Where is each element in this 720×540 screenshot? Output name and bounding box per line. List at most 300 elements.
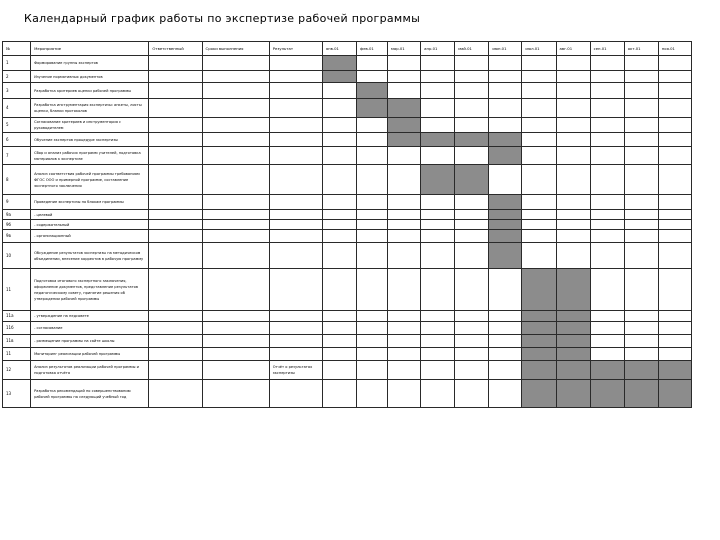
schedule-cell <box>421 335 455 348</box>
schedule-cell <box>522 230 556 243</box>
schedule-cell <box>421 243 455 269</box>
schedule-cell <box>388 165 421 195</box>
schedule-cell <box>388 210 421 220</box>
column-header: ноя.01 <box>658 42 691 56</box>
term-cell <box>202 118 269 133</box>
schedule-cell <box>624 118 658 133</box>
schedule-cell <box>624 83 658 99</box>
schedule-cell-filled <box>489 195 522 210</box>
schedule-cell <box>624 220 658 230</box>
table-row <box>3 83 692 99</box>
schedule-cell-filled <box>455 133 489 147</box>
schedule-cell <box>388 195 421 210</box>
schedule-cell <box>322 133 356 147</box>
schedule-cell <box>522 165 556 195</box>
schedule-cell <box>388 220 421 230</box>
table-row <box>3 99 692 118</box>
schedule-cell-filled <box>658 380 691 408</box>
result-cell <box>269 335 322 348</box>
schedule-cell <box>388 311 421 322</box>
schedule-cell-filled <box>522 335 556 348</box>
schedule-cell-filled <box>624 361 658 380</box>
schedule-cell <box>356 243 387 269</box>
schedule-cell-filled <box>322 56 356 71</box>
responsible-cell <box>149 220 202 230</box>
schedule-cell <box>624 133 658 147</box>
schedule-cell <box>658 269 691 311</box>
table-row <box>3 165 692 195</box>
column-header: авг.01 <box>556 42 590 56</box>
schedule-cell <box>590 230 624 243</box>
schedule-cell <box>421 99 455 118</box>
term-cell <box>202 133 269 147</box>
schedule-cell <box>590 269 624 311</box>
schedule-cell <box>421 118 455 133</box>
schedule-cell-filled <box>388 118 421 133</box>
schedule-cell-filled <box>322 71 356 83</box>
table-row <box>3 335 692 348</box>
schedule-cell <box>388 230 421 243</box>
schedule-cell-filled <box>489 220 522 230</box>
schedule-cell <box>489 311 522 322</box>
table-row <box>3 147 692 165</box>
responsible-cell <box>149 83 202 99</box>
schedule-cell <box>624 348 658 361</box>
schedule-cell-filled <box>388 133 421 147</box>
schedule-cell <box>455 220 489 230</box>
schedule-cell <box>556 230 590 243</box>
schedule-cell-filled <box>489 133 522 147</box>
term-cell <box>202 230 269 243</box>
schedule-cell-filled <box>556 269 590 311</box>
schedule-cell <box>455 322 489 335</box>
schedule-cell <box>356 335 387 348</box>
result-cell <box>269 230 322 243</box>
schedule-cell <box>658 243 691 269</box>
row-number: 11 <box>3 269 31 311</box>
schedule-cell <box>522 133 556 147</box>
schedule-cell <box>388 243 421 269</box>
schedule-cell <box>455 243 489 269</box>
schedule-cell <box>455 71 489 83</box>
schedule-cell <box>421 83 455 99</box>
schedule-cell-filled <box>556 380 590 408</box>
schedule-cell <box>388 322 421 335</box>
responsible-cell <box>149 311 202 322</box>
schedule-cell <box>388 147 421 165</box>
task-cell: Проведение экспертизы по блокам программы <box>31 195 149 210</box>
schedule-cell <box>388 83 421 99</box>
responsible-cell <box>149 230 202 243</box>
task-cell: - утверждение на педсовете <box>31 311 149 322</box>
row-number: 13 <box>3 380 31 408</box>
schedule-cell <box>421 56 455 71</box>
schedule-cell <box>624 99 658 118</box>
column-header: мар.01 <box>388 42 421 56</box>
row-number: 9а <box>3 210 31 220</box>
schedule-cell <box>590 195 624 210</box>
term-cell <box>202 56 269 71</box>
schedule-cell <box>590 220 624 230</box>
task-cell: Обсуждение результатов экспертизы на методическом объединении, внесение корректив в рабочую программу <box>31 243 149 269</box>
table-row <box>3 311 692 322</box>
schedule-cell <box>556 147 590 165</box>
schedule-cell <box>658 165 691 195</box>
schedule-cell <box>658 322 691 335</box>
schedule-cell <box>421 210 455 220</box>
schedule-cell-filled <box>522 311 556 322</box>
schedule-cell <box>322 348 356 361</box>
term-cell <box>202 335 269 348</box>
schedule-cell <box>658 147 691 165</box>
schedule-cell-filled <box>388 99 421 118</box>
schedule-cell <box>556 165 590 195</box>
schedule-cell <box>421 361 455 380</box>
schedule-cell <box>658 230 691 243</box>
schedule-cell <box>658 56 691 71</box>
term-cell <box>202 311 269 322</box>
schedule-cell-filled <box>522 380 556 408</box>
table-row <box>3 380 692 408</box>
responsible-cell <box>149 118 202 133</box>
schedule-cell <box>421 220 455 230</box>
column-header: июл.01 <box>522 42 556 56</box>
term-cell <box>202 361 269 380</box>
schedule-cell <box>322 311 356 322</box>
result-cell <box>269 83 322 99</box>
schedule-cell <box>590 322 624 335</box>
result-cell <box>269 195 322 210</box>
task-cell: - организационный <box>31 230 149 243</box>
responsible-cell <box>149 322 202 335</box>
term-cell <box>202 147 269 165</box>
term-cell <box>202 71 269 83</box>
schedule-cell <box>624 71 658 83</box>
schedule-cell <box>455 210 489 220</box>
schedule-cell <box>421 147 455 165</box>
schedule-cell <box>356 230 387 243</box>
task-cell: - содержательный <box>31 220 149 230</box>
term-cell <box>202 99 269 118</box>
table-row <box>3 220 692 230</box>
row-number: 10 <box>3 243 31 269</box>
row-number: 4 <box>3 99 31 118</box>
schedule-cell <box>556 118 590 133</box>
schedule-cell <box>590 335 624 348</box>
schedule-cell <box>624 56 658 71</box>
schedule-cell <box>590 99 624 118</box>
column-header: май.01 <box>455 42 489 56</box>
schedule-cell <box>388 335 421 348</box>
schedule-cell <box>489 269 522 311</box>
schedule-cell <box>624 165 658 195</box>
term-cell <box>202 83 269 99</box>
schedule-cell <box>356 269 387 311</box>
schedule-cell <box>322 230 356 243</box>
table-row <box>3 133 692 147</box>
schedule-cell <box>388 361 421 380</box>
task-cell: Сбор и анализ рабочих программ учителей, подготовка материалов к экспертизе <box>31 147 149 165</box>
term-cell <box>202 210 269 220</box>
schedule-cell <box>624 311 658 322</box>
schedule-cell <box>658 99 691 118</box>
column-header: июн.01 <box>489 42 522 56</box>
schedule-cell <box>590 348 624 361</box>
schedule-cell <box>356 361 387 380</box>
result-cell <box>269 99 322 118</box>
responsible-cell <box>149 56 202 71</box>
task-cell: Подготовка итогового экспертного заключения, оформление документов, представление результатов педагогическому совету, принятие решения об утверждении рабочей программы <box>31 269 149 311</box>
schedule-cell <box>590 243 624 269</box>
schedule-cell <box>658 210 691 220</box>
task-cell: Анализ результатов реализации рабочей программы и подготовка отчёта <box>31 361 149 380</box>
schedule-cell <box>624 147 658 165</box>
schedule-cell <box>421 311 455 322</box>
schedule-cell <box>658 133 691 147</box>
schedule-cell <box>455 311 489 322</box>
schedule-cell <box>388 71 421 83</box>
schedule-cell <box>489 335 522 348</box>
schedule-cell <box>522 83 556 99</box>
responsible-cell <box>149 165 202 195</box>
table-row <box>3 361 692 380</box>
schedule-cell <box>356 56 387 71</box>
table-row <box>3 348 692 361</box>
schedule-cell-filled <box>556 311 590 322</box>
result-cell <box>269 220 322 230</box>
row-number: 11в <box>3 335 31 348</box>
schedule-cell <box>489 165 522 195</box>
schedule-cell <box>658 348 691 361</box>
result-cell <box>269 380 322 408</box>
schedule-cell <box>356 348 387 361</box>
schedule-cell-filled <box>356 83 387 99</box>
schedule-cell <box>455 269 489 311</box>
schedule-cell <box>556 210 590 220</box>
schedule-cell <box>322 361 356 380</box>
result-cell <box>269 348 322 361</box>
row-number: 9в <box>3 230 31 243</box>
schedule-cell <box>556 83 590 99</box>
schedule-cell <box>388 56 421 71</box>
schedule-cell <box>388 380 421 408</box>
column-header: фев.01 <box>356 42 387 56</box>
schedule-cell <box>356 147 387 165</box>
schedule-cell-filled <box>590 361 624 380</box>
schedule-cell-filled <box>556 322 590 335</box>
schedule-cell-filled <box>489 210 522 220</box>
schedule-cell <box>522 71 556 83</box>
schedule-cell <box>556 220 590 230</box>
schedule-cell <box>421 348 455 361</box>
schedule-cell <box>590 118 624 133</box>
table-row <box>3 322 692 335</box>
schedule-cell-filled <box>590 380 624 408</box>
schedule-cell <box>489 348 522 361</box>
schedule-cell-filled <box>522 361 556 380</box>
row-number: 7 <box>3 147 31 165</box>
schedule-cell-filled <box>489 230 522 243</box>
schedule-cell <box>489 99 522 118</box>
row-number: 3 <box>3 83 31 99</box>
schedule-cell <box>624 322 658 335</box>
schedule-cell <box>322 269 356 311</box>
schedule-cell <box>322 118 356 133</box>
schedule-cell <box>421 195 455 210</box>
schedule-cell <box>356 118 387 133</box>
schedule-cell <box>455 99 489 118</box>
responsible-cell <box>149 210 202 220</box>
result-cell <box>269 322 322 335</box>
schedule-cell <box>590 210 624 220</box>
result-cell <box>269 243 322 269</box>
row-number: 5 <box>3 118 31 133</box>
responsible-cell <box>149 243 202 269</box>
row-number: 9 <box>3 195 31 210</box>
schedule-cell-filled <box>489 147 522 165</box>
responsible-cell <box>149 195 202 210</box>
table-row <box>3 118 692 133</box>
schedule-cell <box>489 118 522 133</box>
responsible-cell <box>149 348 202 361</box>
result-cell <box>269 133 322 147</box>
schedule-cell <box>421 322 455 335</box>
table-row <box>3 56 692 71</box>
row-number: 1 <box>3 56 31 71</box>
column-header: Ответственный <box>149 42 202 56</box>
page-title: Календарный график работы по экспертизе рабочей программы <box>24 12 421 25</box>
row-number: 2 <box>3 71 31 83</box>
schedule-cell <box>590 311 624 322</box>
term-cell <box>202 165 269 195</box>
column-header: окт.01 <box>624 42 658 56</box>
schedule-cell <box>455 56 489 71</box>
schedule-cell-filled <box>421 165 455 195</box>
task-cell: - целевой <box>31 210 149 220</box>
schedule-cell <box>489 56 522 71</box>
term-cell <box>202 380 269 408</box>
schedule-cell <box>356 322 387 335</box>
result-cell <box>269 118 322 133</box>
schedule-cell-filled <box>522 322 556 335</box>
table-row <box>3 230 692 243</box>
task-cell: - согласование <box>31 322 149 335</box>
result-cell <box>269 56 322 71</box>
schedule-cell-filled <box>556 335 590 348</box>
schedule-cell <box>590 147 624 165</box>
schedule-cell-filled <box>556 361 590 380</box>
schedule-cell <box>556 99 590 118</box>
schedule-cell-filled <box>489 243 522 269</box>
schedule-cell <box>522 210 556 220</box>
schedule-cell <box>455 335 489 348</box>
row-number: 12 <box>3 361 31 380</box>
schedule-cell-filled <box>455 165 489 195</box>
task-cell: Согласование критериев и инструментария с руководителем <box>31 118 149 133</box>
schedule-cell <box>322 380 356 408</box>
schedule-cell <box>322 165 356 195</box>
table-header-row <box>3 42 692 56</box>
schedule-cell <box>522 118 556 133</box>
term-cell <box>202 220 269 230</box>
schedule-cell <box>624 243 658 269</box>
schedule-cell <box>455 230 489 243</box>
schedule-cell <box>356 133 387 147</box>
task-cell: Разработка инструментария экспертизы: анкеты, листы оценки, бланки протоколов <box>31 99 149 118</box>
table-row <box>3 269 692 311</box>
schedule-cell <box>522 147 556 165</box>
schedule-cell <box>658 83 691 99</box>
schedule-cell <box>489 380 522 408</box>
responsible-cell <box>149 99 202 118</box>
table-row <box>3 243 692 269</box>
schedule-cell <box>590 71 624 83</box>
schedule-cell <box>455 195 489 210</box>
schedule-cell-filled <box>522 348 556 361</box>
schedule-cell <box>356 71 387 83</box>
task-cell: Мониторинг реализации рабочей программы <box>31 348 149 361</box>
schedule-cell <box>455 380 489 408</box>
schedule-cell <box>522 243 556 269</box>
schedule-cell <box>658 220 691 230</box>
responsible-cell <box>149 269 202 311</box>
schedule-cell <box>624 230 658 243</box>
schedule-cell <box>489 83 522 99</box>
schedule-cell <box>388 348 421 361</box>
term-cell <box>202 269 269 311</box>
schedule-cell <box>356 210 387 220</box>
schedule-cell <box>556 56 590 71</box>
row-number: 6 <box>3 133 31 147</box>
responsible-cell <box>149 361 202 380</box>
schedule-cell <box>421 71 455 83</box>
responsible-cell <box>149 335 202 348</box>
task-cell: - размещение программы на сайте школы <box>31 335 149 348</box>
schedule-cell <box>322 210 356 220</box>
schedule-cell <box>322 243 356 269</box>
schedule-cell <box>455 348 489 361</box>
schedule-cell <box>624 335 658 348</box>
table-row <box>3 210 692 220</box>
schedule-cell <box>624 195 658 210</box>
column-header: сен.01 <box>590 42 624 56</box>
schedule-cell <box>658 71 691 83</box>
schedule-cell-filled <box>624 380 658 408</box>
schedule-cell <box>356 165 387 195</box>
column-header: янв.01 <box>322 42 356 56</box>
schedule-cell <box>421 269 455 311</box>
task-cell: Разработка рекомендаций по совершенствованию рабочей программы на следующий учебный год <box>31 380 149 408</box>
term-cell <box>202 348 269 361</box>
schedule-cell <box>489 71 522 83</box>
schedule-cell <box>556 195 590 210</box>
schedule-table-body <box>3 42 692 408</box>
task-cell: Разработка критериев оценки рабочей программы <box>31 83 149 99</box>
schedule-cell <box>624 210 658 220</box>
schedule-cell <box>489 322 522 335</box>
schedule-cell <box>658 118 691 133</box>
schedule-cell <box>322 322 356 335</box>
row-number: 11б <box>3 322 31 335</box>
responsible-cell <box>149 147 202 165</box>
schedule-cell <box>322 83 356 99</box>
result-cell <box>269 71 322 83</box>
schedule-cell <box>455 361 489 380</box>
schedule-cell <box>356 380 387 408</box>
schedule-cell-filled <box>522 269 556 311</box>
schedule-cell <box>556 243 590 269</box>
column-header: Сроки выполнения <box>202 42 269 56</box>
